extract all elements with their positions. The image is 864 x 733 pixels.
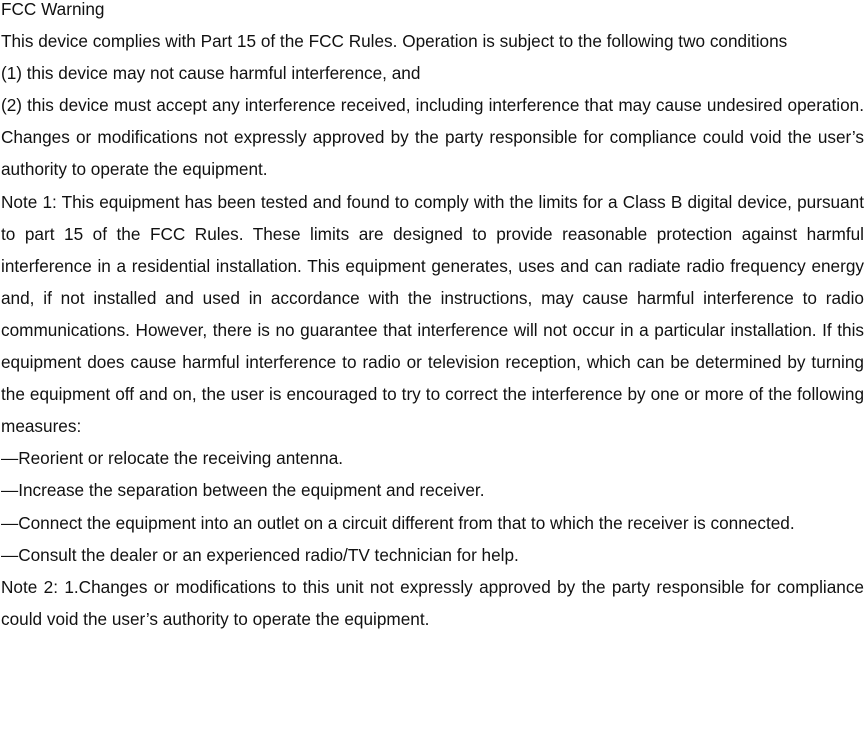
measure-item: —Connect the equipment into an outlet on a circuit different from that to which the receiver is connected. [1,512,795,533]
note-2-paragraph: Note 2: 1.Changes or modifications to this unit not expressly approved by the party responsible for compliance could void the user’s authority to operate the equipment. [1,576,864,629]
page-title: FCC Warning [1,0,105,19]
intro-paragraph: This device complies with Part 15 of the FCC Rules. Operation is subject to the following two conditions [1,31,788,52]
measure-item: —Reorient or relocate the receiving antenna. [1,448,344,469]
note-1-paragraph: Note 1: This equipment has been tested and found to comply with the limits for a Class B digital device, pursuant to part 15 of the FCC Rules. These limits are designed to provide reasonable protection against harmful interference in a residential installation. This equipment generates, uses and can radiate radio frequency energy and, if not installed and used in accordance with the instructions, may cause harmful interference to radio communications. However, there is no guarantee that interference will not occur in a particular installation. If this equipment does cause harmful interference to radio or television reception, which can be determined by turning the equipment off and on, the user is encouraged to try to correct the interference by one or more of the following measures: [1,191,864,437]
measure-item: —Consult the dealer or an experienced radio/TV technician for help. [1,544,519,565]
condition-1: (1) this device may not cause harmful interference, and [1,63,421,84]
condition-2: (2) this device must accept any interference received, including interference that may cause undesired operation. Changes or modifications not expressly approved by the party responsible for compliance could void the user’s authority to operate the equipment. [1,95,864,180]
measure-item: —Increase the separation between the equipment and receiver. [1,480,485,501]
